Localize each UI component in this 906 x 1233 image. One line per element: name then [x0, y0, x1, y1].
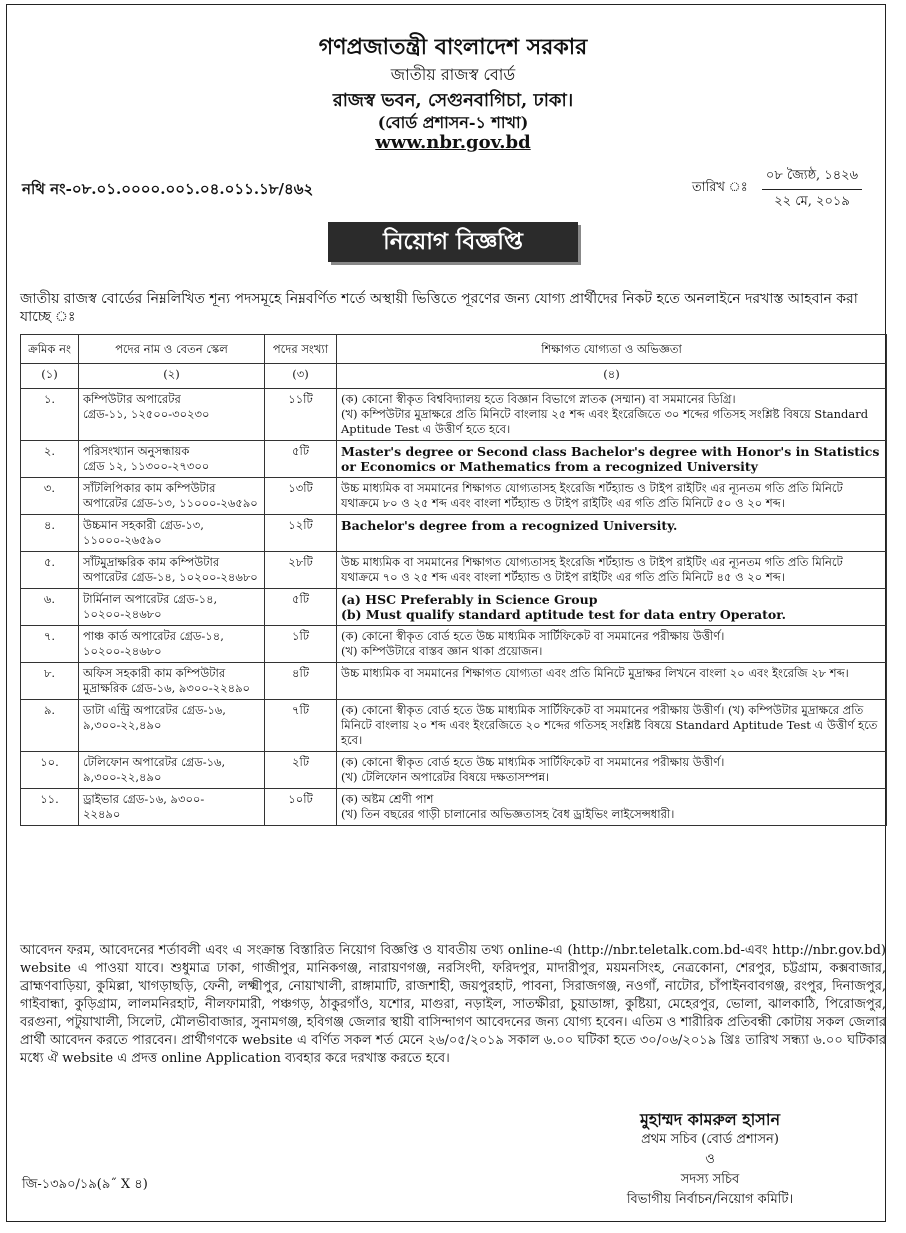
intro-paragraph: জাতীয় রাজস্ব বোর্ডের নিম্নলিখিত শূন্য পদসমূহে নিম্নবর্ণিত শর্তে অস্থায়ী ভিত্তিতে পূরণের জন্য যোগ্য প্রার্থীদের নিকট হতে অনলাইনে দরখাস্ত আহবান করা যাচ্ছে ঃ — [20, 291, 858, 325]
signer-name: মুহাম্মদ কামরুল হাসান — [639, 1110, 781, 1129]
header-serial: ক্রমিক নং — [21, 335, 79, 364]
signer-role: সদস্য সচিব — [680, 1172, 740, 1187]
col-number: (৩) — [265, 364, 337, 389]
count-cell: ১৩টি — [265, 478, 337, 515]
column-number-row — [21, 364, 887, 389]
qualification-cell: উচ্চ মাধ্যমিক বা সমমানের শিক্ষাগত যোগ্যতাসহ ইংরেজি শর্টহ্যান্ড ও টাইপ রাইটিং এর ন্যূনতম গতি প্রতি মিনিটে যথাক্রমে ৮০ ও ২৫ শব্দ এবং বাংলা শর্টহ্যান্ড ও টাইপ রাইটিং এর গতি প্রতি মিনিটে ৫০ ও ২০ শব্দ। — [337, 478, 887, 515]
qualification-cell: (ক) কোনো স্বীকৃত বোর্ড হতে উচ্চ মাধ্যমিক সার্টিফিকেট বা সমমানের পরীক্ষায় উত্তীর্ণ। (খ) টেলিফোন অপারেটর বিষয়ে দক্ষতাসম্পন্ন। — [337, 752, 887, 789]
table-row — [21, 663, 887, 700]
table-row — [21, 478, 887, 515]
post-cell: টেলিফোন অপারেটর গ্রেড-১৬, ৯,৩০০-২২,৪৯০ — [79, 752, 265, 789]
table-row — [21, 515, 887, 552]
qualification-cell: (ক) কোনো স্বীকৃত বোর্ড হতে উচ্চ মাধ্যমিক সার্টিফিকেট বা সমমানের পরীক্ষায় উত্তীর্ণ। (খ) কম্পিউটার মুদ্রাক্ষরে প্রতি মিনিটে বাংলায় ২০ শব্দ এবং ইংরেজিতে ২০ শব্দের গতিসহ সংশ্লিষ্ট বিষয়ে Standard Aptitude Test এ উত্তীর্ণ হতে হবে। — [337, 700, 887, 752]
post-cell: সাঁটলিপিকার কাম কম্পিউটার অপারেটর গ্রেড-১৩, ১১০০০-২৬৫৯০ — [79, 478, 265, 515]
post-cell: সাঁটমুদ্রাক্ষরিক কাম কম্পিউটার অপারেটর গ্রেড-১৪, ১০২০০-২৪৬৮০ — [79, 552, 265, 589]
qualification-cell: (ক) কোনো স্বীকৃত বিশ্ববিদ্যালয় হতে বিজ্ঞান বিভাগে স্নাতক (সম্মান) বা সমমানের ডিগ্রি। (খ) কম্পিউটার মুদ্রাক্ষরে প্রতি মিনিটে বাংলায় ২৫ শব্দ এবং ইংরেজিতে ৩০ শব্দের গতিসহ সংশ্লিষ্ট বিষয়ে Standard Aptitude Test এ উত্তীর্ণ হতে হবে। — [337, 389, 887, 441]
qualification-cell: Bachelor's degree from a recognized University. — [337, 515, 887, 552]
post-cell: ড্রাইভার গ্রেড-১৬, ৯৩০০- ২২৪৯০ — [79, 789, 265, 826]
header-count: পদের সংখ্যা — [265, 335, 337, 364]
website-link[interactable]: www.nbr.gov.bd — [375, 132, 531, 153]
date-bangla: ০৮ জ্যৈষ্ঠ, ১৪২৬ — [762, 166, 862, 190]
post-cell: উচ্চমান সহকারী গ্রেড-১৩, ১১০০০-২৬৫৯০ — [79, 515, 265, 552]
serial-cell: ৫. — [21, 552, 79, 589]
serial-cell: ৮. — [21, 663, 79, 700]
table-row — [21, 789, 887, 826]
signer-and: ও — [705, 1152, 715, 1167]
count-cell: ২টি — [265, 752, 337, 789]
qualification-cell: Master's degree or Second class Bachelor's degree with Honor's in Statistics or Economics or Mathematics from a recognized University — [337, 441, 887, 478]
post-cell: পরিসংখ্যান অনুসন্ধায়ক গ্রেড ১২, ১১৩০০-২৭৩০০ — [79, 441, 265, 478]
header-qualification: শিক্ষাগত যোগ্যতা ও অভিজ্ঞতা — [337, 335, 887, 364]
serial-cell: ৭. — [21, 626, 79, 663]
govt-title: গণপ্রজাতন্ত্রী বাংলাদেশ সরকার — [318, 34, 588, 60]
qualification-cell: (ক) অষ্টম শ্রেণী পাশ (খ) তিন বছরের গাড়ী চালানোর অভিজ্ঞতাসহ বৈধ ড্রাইভিং লাইসেন্সধারী। — [337, 789, 887, 826]
reference-code: জি-১৩৯০/১৯(৯˝ X ৪) — [22, 1177, 148, 1192]
qualification-cell: (ক) কোনো স্বীকৃত বোর্ড হতে উচ্চ মাধ্যমিক সার্টিফিকেট বা সমমানের পরীক্ষায় উত্তীর্ণ। (খ) কম্পিউটারে বাস্তব জ্ঞান থাকা প্রয়োজন। — [337, 626, 887, 663]
count-cell: ৭টি — [265, 700, 337, 752]
table-row — [21, 441, 887, 478]
board-address: রাজস্ব ভবন, সেগুনবাগিচা, ঢাকা। — [332, 90, 574, 111]
table-row — [21, 552, 887, 589]
date-block — [762, 166, 862, 213]
count-cell: ১১টি — [265, 389, 337, 441]
count-cell: ৫টি — [265, 589, 337, 626]
qualification-cell: উচ্চ মাধ্যমিক বা সমমানের শিক্ষাগত যোগ্যতাসহ ইংরেজি শর্টহ্যান্ড ও টাইপ রাইটিং এর ন্যূনতম গতি প্রতি মিনিটে যথাক্রমে ৭০ ও ২৫ শব্দ এবং বাংলা শর্টহ্যান্ড ও টাইপ রাইটিং এর গতি প্রতি মিনিটে ৪৫ ও ২০ শব্দ। — [337, 552, 887, 589]
signer-designation: প্রথম সচিব (বোর্ড প্রশাসন) — [641, 1132, 779, 1147]
board-name: জাতীয় রাজস্ব বোর্ড — [390, 65, 516, 84]
table-row — [21, 752, 887, 789]
count-cell: ১২টি — [265, 515, 337, 552]
col-number: (২) — [79, 364, 265, 389]
count-cell: ২৮টি — [265, 552, 337, 589]
serial-cell: ১. — [21, 389, 79, 441]
col-number: (৪) — [337, 364, 887, 389]
serial-cell: ২. — [21, 441, 79, 478]
post-cell: অফিস সহকারী কাম কম্পিউটার মুদ্রাক্ষরিক গ্রেড-১৬, ৯৩০০-২২৪৯০ — [79, 663, 265, 700]
signer-committee: বিভাগীয় নির্বাচন/নিয়োগ কমিটি। — [626, 1192, 794, 1207]
count-cell: ৪টি — [265, 663, 337, 700]
date-english: ২২ মে, ২০১৯ — [774, 194, 850, 209]
table-row — [21, 700, 887, 752]
post-cell: পাঞ্চ কার্ড অপারেটর গ্রেড-১৪, ১০২০০-২৪৬৮০ — [79, 626, 265, 663]
table-row — [21, 389, 887, 441]
application-instructions: আবেদন ফরম, আবেদনের শর্তাবলী এবং এ সংক্রান্ত বিস্তারিত নিয়োগ বিজ্ঞপ্তি ও যাবতীয় তথ্য online-এ (http://nbr.teletalk.com.bd-এবং http://nbr.gov.bd) website এ পাওয়া যাবে। শুধুমাত্র ঢাকা, গাজীপুর, মানিকগঞ্জ, নারায়ণগঞ্জ, নরসিংদী, ফরিদপুর, মাদারীপুর, ময়মনসিংহ, নেত্রকোনা, শেরপুর, চট্টগ্রাম, কক্সবাজার, ব্রাহ্মণবাড়িয়া, কুমিল্লা, খাগড়াছড়ি, ফেনী, লক্ষ্মীপুর, নোয়াখালী, রাঙ্গামাটি, রাজশাহী, জয়পুরহাট, পাবনা, সিরাজগঞ্জ, নওগাঁ, নাটোর, চাঁপাইনবাবগঞ্জ, রংপুর, দিনাজপুর, গাইবান্ধা, কুড়িগ্রাম, লালমনিরহাট, নীলফামারী, পঞ্চগড়, ঠাকুরগাঁও, যশোর, মাগুরা, নড়াইল, সাতক্ষীরা, চুয়াডাঙ্গা, কুষ্টিয়া, মেহেরপুর, ভোলা, ঝালকাঠি, পিরোজপুর, বরগুনা, পটুয়াখালী, সিলেট, মৌলভীবাজার, সুনামগঞ্জ, হবিগঞ্জ জেলার স্থায়ী বাসিন্দাগণ আবেদনের জন্য যোগ্য হবেন। এতিম ও শারীরিক প্রতিবন্ধী কোটায় সকল জেলার প্রার্থী আবেদন করতে পারবেন। প্রার্থীগণকে website এ বর্ণিত সকল শর্ত মেনে ২৬/০৫/২০১৯ সকাল ৬.০০ ঘটিকা হতে ৩০/০৬/২০১৯ খ্রিঃ তারিখ সন্ধ্যা ৬.০০ ঘটিকার মধ্যে ঐ website এ প্রদত্ত online Application ব্যবহার করে দরখাস্ত করতে হবে। — [20, 943, 886, 1066]
serial-cell: ৯. — [21, 700, 79, 752]
count-cell: ১০টি — [265, 789, 337, 826]
memo-number: নথি নং-০৮.০১.০০০০.০০১.০৪.০১১.১৮/৪৬২ — [22, 180, 314, 198]
signature-block — [560, 1110, 860, 1210]
count-cell: ১টি — [265, 626, 337, 663]
serial-cell: ১১. — [21, 789, 79, 826]
qualification-cell: (a) HSC Preferably in Science Group (b) Must qualify standard aptitude test for data entry Operator. — [337, 589, 887, 626]
notice-title: নিয়োগ বিজ্ঞপ্তি — [328, 222, 578, 262]
posts-table — [20, 334, 887, 826]
table-row — [21, 626, 887, 663]
post-cell: টার্মিনাল অপারেটর গ্রেড-১৪, ১০২০০-২৪৬৮০ — [79, 589, 265, 626]
count-cell: ৫টি — [265, 441, 337, 478]
serial-cell: ৪. — [21, 515, 79, 552]
date-label: তারিখ ঃ — [692, 180, 748, 195]
serial-cell: ৩. — [21, 478, 79, 515]
table-header-row — [21, 335, 887, 364]
table-row — [21, 589, 887, 626]
serial-cell: ৬. — [21, 589, 79, 626]
serial-cell: ১০. — [21, 752, 79, 789]
section-name: (বোর্ড প্রশাসন-১ শাখা) — [377, 113, 529, 132]
header-post: পদের নাম ও বেতন স্কেল — [79, 335, 265, 364]
col-number: (১) — [21, 364, 79, 389]
qualification-cell: উচ্চ মাধ্যমিক বা সমমানের শিক্ষাগত যোগ্যতা এবং প্রতি মিনিটে মুদ্রাক্ষর লিখনে বাংলা ২০ এবং ইংরেজি ২৮ শব্দ। — [337, 663, 887, 700]
post-cell: ডাটা এন্ট্রি অপারেটর গ্রেড-১৬, ৯,৩০০-২২,৪৯০ — [79, 700, 265, 752]
post-cell: কম্পিউটার অপারেটর গ্রেড-১১, ১২৫০০-৩০২৩০ — [79, 389, 265, 441]
